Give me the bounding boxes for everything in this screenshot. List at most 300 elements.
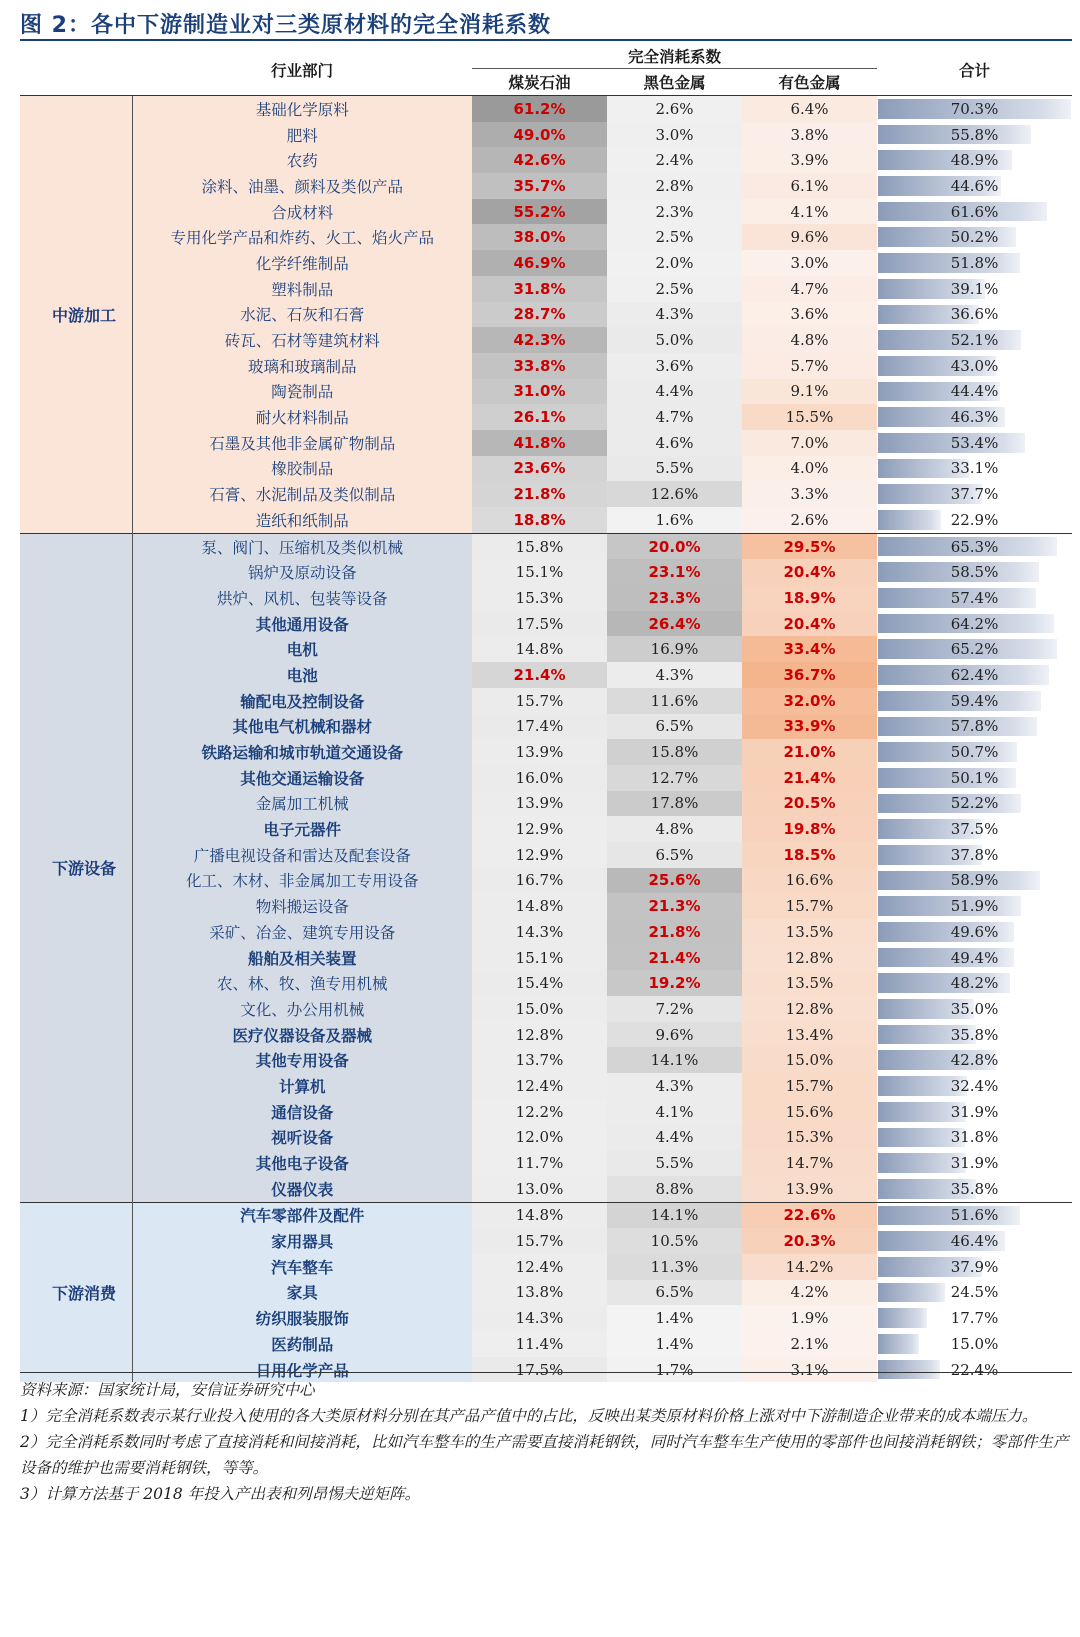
total-value: 37.9% [950,1257,999,1276]
coal-oil-value: 42.6% [472,147,607,173]
nonferrous-value: 3.9% [742,147,877,173]
note-2: 2）完全消耗系数同时考虑了直接消耗和间接消耗，比如汽车整车的生产需要直接消耗钢铁，同时汽车整车生产使用的零部件也间接消耗钢铁；零部件生产设备的维护也需要消耗钢铁，等等。 [20,1433,1069,1477]
ferrous-value: 6.5% [607,1280,742,1306]
total-cell [877,379,1072,405]
total-value: 51.8% [950,253,999,272]
table-row [20,714,1072,740]
total-cell [877,1176,1072,1202]
coal-oil-value: 18.8% [472,507,607,533]
table-row [20,1099,1072,1125]
coal-oil-value: 14.3% [472,1305,607,1331]
ferrous-value: 5.5% [607,456,742,482]
category-label: 中游加工 [20,96,132,534]
coal-oil-value: 12.9% [472,816,607,842]
industry-name: 其他电气机械和器材 [132,714,472,740]
total-cell [877,791,1072,817]
industry-name: 农、林、牧、渔专用机械 [132,970,472,996]
total-cell [877,173,1072,199]
industry-name: 石膏、水泥制品及类似制品 [132,481,472,507]
table-row [20,1228,1072,1254]
industry-name: 物料搬运设备 [132,893,472,919]
total-cell [877,481,1072,507]
coal-oil-value: 15.7% [472,688,607,714]
ferrous-value: 21.8% [607,919,742,945]
industry-name: 电机 [132,636,472,662]
table-row [20,611,1072,637]
coal-oil-value: 46.9% [472,250,607,276]
industry-name: 塑料制品 [132,276,472,302]
ferrous-value: 16.9% [607,636,742,662]
table-row [20,868,1072,894]
ferrous-value: 4.1% [607,1099,742,1125]
ferrous-value: 4.4% [607,1125,742,1151]
total-cell [877,585,1072,611]
nonferrous-value: 33.9% [742,714,877,740]
ferrous-value: 26.4% [607,611,742,637]
total-value: 62.4% [950,665,999,684]
total-value: 35.8% [950,1025,999,1044]
coal-oil-value: 21.4% [472,662,607,688]
total-cell [877,765,1072,791]
total-value: 43.0% [950,356,999,375]
total-value: 48.2% [950,974,999,993]
total-value: 46.3% [950,408,999,427]
table-row [20,379,1072,405]
total-cell [877,1125,1072,1151]
table-row [20,1202,1072,1228]
table-row [20,765,1072,791]
coal-oil-value: 17.5% [472,1357,607,1383]
total-cell [877,430,1072,456]
total-value: 32.4% [950,1076,999,1095]
coal-oil-value: 31.0% [472,379,607,405]
total-value: 46.4% [950,1232,999,1251]
ferrous-value: 4.4% [607,379,742,405]
industry-name: 农药 [132,147,472,173]
nonferrous-value: 3.8% [742,122,877,148]
ferrous-value: 19.2% [607,970,742,996]
industry-name: 采矿、冶金、建筑专用设备 [132,919,472,945]
table-row [20,945,1072,971]
industry-name: 铁路运输和城市轨道交通设备 [132,739,472,765]
coal-oil-value: 12.2% [472,1099,607,1125]
coal-oil-value: 15.1% [472,945,607,971]
industry-name: 肥料 [132,122,472,148]
nonferrous-value: 13.5% [742,919,877,945]
coal-oil-value: 14.3% [472,919,607,945]
total-cell [877,1202,1072,1228]
total-value: 33.1% [950,459,999,478]
total-cell [877,404,1072,430]
nonferrous-value: 2.6% [742,507,877,533]
nonferrous-value: 15.6% [742,1099,877,1125]
header-ferrous: 黑色金属 [607,69,742,96]
nonferrous-value: 15.0% [742,1047,877,1073]
industry-name: 陶瓷制品 [132,379,472,405]
ferrous-value: 25.6% [607,868,742,894]
total-cell [877,1073,1072,1099]
table-row [20,199,1072,225]
table-row [20,276,1072,302]
nonferrous-value: 21.4% [742,765,877,791]
total-value: 37.7% [950,485,999,504]
nonferrous-value: 4.1% [742,199,877,225]
total-value: 52.2% [950,794,999,813]
total-cell [877,327,1072,353]
total-value: 35.0% [950,999,999,1018]
total-value: 15.0% [950,1334,999,1353]
coal-oil-value: 21.8% [472,481,607,507]
total-value: 39.1% [950,279,999,298]
ferrous-value: 3.6% [607,353,742,379]
total-value: 53.4% [950,433,999,452]
nonferrous-value: 20.4% [742,559,877,585]
ferrous-value: 17.8% [607,791,742,817]
total-value: 51.6% [950,1206,999,1225]
industry-name: 橡胶制品 [132,456,472,482]
header-total: 合计 [877,44,1072,96]
ferrous-value: 5.0% [607,327,742,353]
coal-oil-value: 26.1% [472,404,607,430]
total-cell [877,1022,1072,1048]
coal-oil-value: 13.8% [472,1280,607,1306]
total-value: 58.9% [950,871,999,890]
ferrous-value: 1.7% [607,1357,742,1383]
total-cell [877,662,1072,688]
total-value: 50.7% [950,743,999,762]
total-bar [878,1283,945,1303]
nonferrous-value: 4.7% [742,276,877,302]
table-row [20,533,1072,559]
total-cell [877,611,1072,637]
total-cell [877,1331,1072,1357]
coal-oil-value: 13.0% [472,1176,607,1202]
total-value: 57.4% [950,588,999,607]
nonferrous-value: 15.7% [742,893,877,919]
coal-oil-value: 38.0% [472,224,607,250]
total-value: 31.9% [950,1102,999,1121]
total-cell [877,199,1072,225]
industry-name: 合成材料 [132,199,472,225]
total-cell [877,636,1072,662]
industry-name: 金属加工机械 [132,791,472,817]
table-row [20,224,1072,250]
table-row [20,1150,1072,1176]
total-value: 36.6% [950,305,999,324]
industry-name: 化工、木材、非金属加工专用设备 [132,868,472,894]
table-row [20,816,1072,842]
coal-oil-value: 31.8% [472,276,607,302]
header-coal: 煤炭石油 [472,69,607,96]
table-row [20,688,1072,714]
industry-name: 其他通用设备 [132,611,472,637]
ferrous-value: 23.1% [607,559,742,585]
industry-name: 锅炉及原动设备 [132,559,472,585]
industry-name: 石墨及其他非金属矿物制品 [132,430,472,456]
total-cell [877,739,1072,765]
coal-oil-value: 13.7% [472,1047,607,1073]
nonferrous-value: 12.8% [742,945,877,971]
industry-name: 船舶及相关装置 [132,945,472,971]
industry-name: 通信设备 [132,1099,472,1125]
total-bar [878,1334,919,1354]
total-cell [877,353,1072,379]
industry-name: 日用化学产品 [132,1357,472,1383]
table-body [20,96,1072,1383]
figure-title: 图 2：各中下游制造业对三类原材料的完全消耗系数 [20,13,551,38]
coal-oil-value: 15.4% [472,970,607,996]
nonferrous-value: 22.6% [742,1202,877,1228]
ferrous-value: 6.5% [607,714,742,740]
table-row [20,302,1072,328]
header-industry: 行业部门 [132,44,472,96]
industry-name: 专用化学产品和炸药、火工、焰火产品 [132,224,472,250]
table-row [20,122,1072,148]
table-row [20,96,1072,122]
total-cell [877,996,1072,1022]
consumption-table-wrapper [20,44,1072,1382]
ferrous-value: 4.3% [607,302,742,328]
total-bar [878,794,1021,814]
ferrous-value: 2.8% [607,173,742,199]
industry-name: 文化、办公用机械 [132,996,472,1022]
coal-oil-value: 28.7% [472,302,607,328]
total-value: 35.8% [950,1179,999,1198]
coal-oil-value: 15.7% [472,1228,607,1254]
coal-oil-value: 15.8% [472,533,607,559]
total-cell [877,868,1072,894]
total-value: 55.8% [950,125,999,144]
nonferrous-value: 7.0% [742,430,877,456]
coal-oil-value: 33.8% [472,353,607,379]
table-row [20,456,1072,482]
ferrous-value: 7.2% [607,996,742,1022]
total-value: 50.1% [950,768,999,787]
total-value: 42.8% [950,1051,999,1070]
total-cell [877,1047,1072,1073]
total-bar [878,330,1021,350]
total-value: 49.4% [950,948,999,967]
total-cell [877,1254,1072,1280]
nonferrous-value: 13.5% [742,970,877,996]
table-row [20,507,1072,533]
industry-name: 耐火材料制品 [132,404,472,430]
industry-name: 其他交通运输设备 [132,765,472,791]
title-rule [20,39,1072,41]
nonferrous-value: 3.3% [742,481,877,507]
header-category [20,44,132,96]
ferrous-value: 11.3% [607,1254,742,1280]
nonferrous-value: 5.7% [742,353,877,379]
industry-name: 基础化学原料 [132,96,472,122]
total-cell [877,714,1072,740]
total-value: 31.8% [950,1128,999,1147]
coal-oil-value: 61.2% [472,96,607,122]
total-cell [877,456,1072,482]
ferrous-value: 2.4% [607,147,742,173]
table-row [20,1254,1072,1280]
total-cell [877,1099,1072,1125]
industry-name: 玻璃和玻璃制品 [132,353,472,379]
industry-name: 涂料、油墨、颜料及类似产品 [132,173,472,199]
ferrous-value: 1.4% [607,1331,742,1357]
nonferrous-value: 15.3% [742,1125,877,1151]
industry-name: 仪器仪表 [132,1176,472,1202]
nonferrous-value: 4.0% [742,456,877,482]
nonferrous-value: 1.9% [742,1305,877,1331]
category-label: 下游设备 [20,533,132,1202]
nonferrous-value: 3.0% [742,250,877,276]
table-row [20,996,1072,1022]
coal-oil-value: 15.0% [472,996,607,1022]
ferrous-value: 11.6% [607,688,742,714]
total-cell [877,816,1072,842]
nonferrous-value: 19.8% [742,816,877,842]
industry-name: 医疗仪器设备及器械 [132,1022,472,1048]
total-value: 17.7% [950,1309,999,1328]
category-label: 下游消费 [20,1202,132,1382]
ferrous-value: 5.5% [607,1150,742,1176]
coal-oil-value: 11.4% [472,1331,607,1357]
total-value: 65.2% [950,640,999,659]
ferrous-value: 14.1% [607,1047,742,1073]
ferrous-value: 14.1% [607,1202,742,1228]
total-bar [878,896,1021,916]
table-row [20,327,1072,353]
industry-name: 造纸和纸制品 [132,507,472,533]
total-value: 48.9% [950,151,999,170]
total-value: 44.4% [950,382,999,401]
ferrous-value: 23.3% [607,585,742,611]
total-cell [877,122,1072,148]
total-bar [878,1308,927,1328]
nonferrous-value: 20.4% [742,611,877,637]
industry-name: 计算机 [132,1073,472,1099]
coal-oil-value: 23.6% [472,456,607,482]
total-cell [877,970,1072,996]
coal-oil-value: 16.0% [472,765,607,791]
industry-name: 家用器具 [132,1228,472,1254]
total-value: 57.8% [950,717,999,736]
total-cell [877,559,1072,585]
nonferrous-value: 21.0% [742,739,877,765]
total-value: 59.4% [950,691,999,710]
total-value: 52.1% [950,331,999,350]
table-row [20,147,1072,173]
table-row [20,1280,1072,1306]
coal-oil-value: 41.8% [472,430,607,456]
total-value: 61.6% [950,202,999,221]
ferrous-value: 4.7% [607,404,742,430]
total-value: 51.9% [950,897,999,916]
ferrous-value: 15.8% [607,739,742,765]
industry-name: 其他电子设备 [132,1150,472,1176]
ferrous-value: 6.5% [607,842,742,868]
nonferrous-value: 29.5% [742,533,877,559]
coal-oil-value: 55.2% [472,199,607,225]
ferrous-value: 2.6% [607,96,742,122]
nonferrous-value: 18.9% [742,585,877,611]
total-cell [877,893,1072,919]
nonferrous-value: 32.0% [742,688,877,714]
table-row [20,481,1072,507]
coal-oil-value: 13.9% [472,791,607,817]
coal-oil-value: 49.0% [472,122,607,148]
total-value: 70.3% [950,99,999,118]
total-value: 64.2% [950,614,999,633]
table-row [20,353,1072,379]
industry-name: 泵、阀门、压缩机及类似机械 [132,533,472,559]
total-cell [877,919,1072,945]
coal-oil-value: 15.3% [472,585,607,611]
nonferrous-value: 4.8% [742,327,877,353]
total-cell [877,945,1072,971]
ferrous-value: 21.4% [607,945,742,971]
industry-name: 家具 [132,1280,472,1306]
coal-oil-value: 17.4% [472,714,607,740]
table-row [20,1022,1072,1048]
nonferrous-value: 36.7% [742,662,877,688]
table-row [20,1047,1072,1073]
ferrous-value: 2.5% [607,276,742,302]
ferrous-value: 4.3% [607,662,742,688]
industry-name: 汽车整车 [132,1254,472,1280]
header-group: 完全消耗系数 [472,44,877,69]
coal-oil-value: 12.0% [472,1125,607,1151]
nonferrous-value: 2.1% [742,1331,877,1357]
notes [20,1372,1072,1507]
total-cell [877,688,1072,714]
table-row [20,1331,1072,1357]
ferrous-value: 2.0% [607,250,742,276]
coal-oil-value: 42.3% [472,327,607,353]
coal-oil-value: 13.9% [472,739,607,765]
coal-oil-value: 12.9% [472,842,607,868]
nonferrous-value: 33.4% [742,636,877,662]
nonferrous-value: 13.4% [742,1022,877,1048]
total-cell [877,1280,1072,1306]
total-cell [877,1305,1072,1331]
industry-name: 汽车零部件及配件 [132,1202,472,1228]
total-cell [877,276,1072,302]
total-cell [877,96,1072,122]
ferrous-value: 12.6% [607,481,742,507]
coal-oil-value: 14.8% [472,893,607,919]
ferrous-value: 4.6% [607,430,742,456]
ferrous-value: 12.7% [607,765,742,791]
total-cell [877,224,1072,250]
coal-oil-value: 16.7% [472,868,607,894]
nonferrous-value: 3.6% [742,302,877,328]
total-value: 22.9% [950,510,999,529]
table-row [20,919,1072,945]
ferrous-value: 8.8% [607,1176,742,1202]
nonferrous-value: 16.6% [742,868,877,894]
total-cell [877,147,1072,173]
total-cell [877,842,1072,868]
ferrous-value: 2.3% [607,199,742,225]
nonferrous-value: 9.6% [742,224,877,250]
coal-oil-value: 12.8% [472,1022,607,1048]
table-row [20,893,1072,919]
nonferrous-value: 6.1% [742,173,877,199]
total-value: 44.6% [950,176,999,195]
header-nonferrous: 有色金属 [742,69,877,96]
table-row [20,791,1072,817]
ferrous-value: 2.5% [607,224,742,250]
total-value: 31.9% [950,1154,999,1173]
ferrous-value: 1.6% [607,507,742,533]
